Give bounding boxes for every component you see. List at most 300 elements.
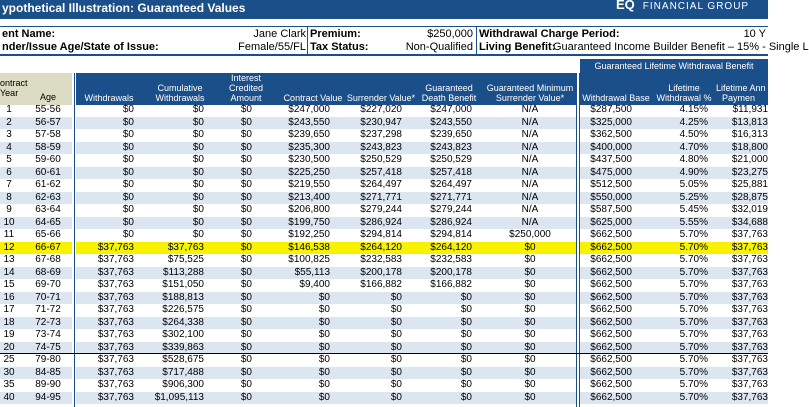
cell-sv: $0 xyxy=(390,379,402,390)
cell-int: $0 xyxy=(240,104,252,115)
cell-year: 11 xyxy=(3,229,15,240)
logo-short: EQ xyxy=(616,0,635,12)
cumulative-header-line2: Withdrawals xyxy=(155,93,205,103)
cell-age: 69-70 xyxy=(35,279,61,290)
cell-gmsv: N/A xyxy=(521,154,539,165)
cell-age: 79-80 xyxy=(35,354,61,365)
cell-cum: $0 xyxy=(192,229,204,240)
cell-int: $0 xyxy=(240,304,252,315)
cell-int: $0 xyxy=(240,129,252,140)
cell-wb: $287,500 xyxy=(590,104,632,115)
cell-sv: $0 xyxy=(390,354,402,365)
cell-cv: $0 xyxy=(318,366,330,378)
cell-gdb: $0 xyxy=(460,366,472,378)
cell-year: 12 xyxy=(3,241,15,253)
cell-age: 94-95 xyxy=(35,391,61,403)
cell-cv: $230,500 xyxy=(288,154,330,165)
cell-cum: $717,488 xyxy=(162,366,204,378)
cell-wd: $37,763 xyxy=(97,329,134,340)
cell-gmsv: N/A xyxy=(521,166,539,178)
cell-wb: $475,000 xyxy=(590,166,632,178)
info-row-2 xyxy=(0,40,809,56)
table-row xyxy=(0,217,768,230)
cell-sv: $250,529 xyxy=(360,154,402,165)
cumulative-header xyxy=(148,83,212,103)
cell-int: $0 xyxy=(240,154,252,165)
cell-lw: 5.70% xyxy=(679,254,708,265)
cell-cum: $264,338 xyxy=(162,316,204,328)
cell-la: $21,000 xyxy=(731,154,768,165)
cell-wd: $37,763 xyxy=(97,291,134,303)
cell-gmsv: N/A xyxy=(521,204,539,215)
cell-age: 73-74 xyxy=(35,329,61,340)
cell-wd: $37,763 xyxy=(97,391,134,403)
cell-gdb: $0 xyxy=(460,341,472,353)
min-surrender-header-line2: Surrender Value* xyxy=(495,93,565,103)
cell-sv: $271,771 xyxy=(360,191,402,203)
cell-gmsv: $0 xyxy=(524,279,536,290)
death-benefit-header-line2: Death Benefit xyxy=(421,93,477,103)
table-row xyxy=(0,367,768,380)
cell-wb: $662,500 xyxy=(590,366,632,378)
glwb-header xyxy=(580,73,768,105)
cell-la: $37,763 xyxy=(731,254,768,265)
cell-gmsv: $0 xyxy=(524,304,536,315)
table-row xyxy=(0,154,768,167)
column-separator xyxy=(579,73,580,407)
cell-wd: $0 xyxy=(122,204,134,215)
premium-value: $250,000 xyxy=(427,28,473,40)
cell-lw: 5.70% xyxy=(679,229,708,240)
lifetime-annual-header-line1: Lifetime Ann xyxy=(716,83,766,93)
lifetime-withdrawal-header-line1: Lifetime xyxy=(668,83,700,93)
cell-int: $0 xyxy=(240,216,252,228)
cell-gmsv: $250,000 xyxy=(509,229,551,240)
column-separator xyxy=(74,73,75,407)
cell-sv: $227,020 xyxy=(360,104,402,115)
year-header-line1: ontract xyxy=(0,78,28,88)
column-separator xyxy=(576,73,577,407)
cell-la: $32,019 xyxy=(731,204,768,215)
table-row xyxy=(0,167,768,180)
cell-cv: $213,400 xyxy=(288,191,330,203)
cell-cum: $0 xyxy=(192,166,204,178)
cell-sv: $232,583 xyxy=(360,254,402,265)
cell-cv: $219,550 xyxy=(288,179,330,190)
cell-lw: 4.90% xyxy=(679,166,708,178)
cell-age: 71-72 xyxy=(35,304,61,315)
cell-cum: $188,813 xyxy=(162,291,204,303)
cell-age: 58-59 xyxy=(35,141,61,153)
cell-la: $37,763 xyxy=(731,391,768,403)
cell-lw: 5.55% xyxy=(679,216,708,228)
cell-la: $37,763 xyxy=(731,304,768,315)
cell-lw: 5.70% xyxy=(679,291,708,303)
cell-cv: $0 xyxy=(318,341,330,353)
table-row xyxy=(0,179,768,192)
surrender-value-header: Surrender Value* xyxy=(346,93,416,103)
cell-wb: $662,500 xyxy=(590,341,632,353)
client-label: ent Name: xyxy=(2,28,56,40)
interest-header-line3: Amount xyxy=(230,93,262,103)
page-title: ypothetical Illustration: Guaranteed Values xyxy=(2,1,246,15)
cell-lw: 5.70% xyxy=(679,279,708,290)
cell-lw: 5.45% xyxy=(679,204,708,215)
cell-gdb: $247,000 xyxy=(430,104,472,115)
table-row xyxy=(0,117,768,130)
cell-cv: $235,300 xyxy=(288,141,330,153)
table-row xyxy=(0,242,768,255)
lifetime-annual-header xyxy=(716,83,776,103)
cell-wd: $37,763 xyxy=(97,354,134,365)
cell-age: 61-62 xyxy=(35,179,61,190)
cell-lw: 5.70% xyxy=(679,341,708,353)
cell-wb: $662,500 xyxy=(590,229,632,240)
cell-cv: $199,750 xyxy=(288,216,330,228)
cell-wd: $0 xyxy=(122,229,134,240)
row-separator xyxy=(0,353,768,354)
interest-header-line1: Interest xyxy=(230,73,261,83)
cell-gmsv: N/A xyxy=(521,216,539,228)
divider xyxy=(476,27,477,41)
cell-int: $0 xyxy=(240,141,252,153)
cell-age: 64-65 xyxy=(35,216,61,228)
cell-wb: $362,500 xyxy=(590,129,632,140)
cell-age: 74-75 xyxy=(35,341,61,353)
cell-int: $0 xyxy=(240,354,252,365)
cell-year: 19 xyxy=(3,329,15,340)
cell-lw: 4.25% xyxy=(679,116,708,128)
cell-gdb: $0 xyxy=(460,291,472,303)
cell-cum: $151,050 xyxy=(162,279,204,290)
cell-wb: $587,500 xyxy=(590,204,632,215)
year-header xyxy=(0,78,28,98)
cell-age: 65-66 xyxy=(35,229,61,240)
table-row xyxy=(0,279,768,292)
cell-gdb: $264,120 xyxy=(430,241,472,253)
cell-wb: $512,500 xyxy=(590,179,632,190)
cell-gmsv: N/A xyxy=(521,179,539,190)
cell-lw: 5.05% xyxy=(679,179,708,190)
cell-wd: $37,763 xyxy=(97,279,134,290)
cell-sv: $0 xyxy=(390,291,402,303)
cell-int: $0 xyxy=(240,204,252,215)
cell-cum: $528,675 xyxy=(162,354,204,365)
cell-cum: $226,575 xyxy=(162,304,204,315)
withdrawal-period-label: Withdrawal Charge Period: xyxy=(479,28,620,40)
cell-lw: 4.15% xyxy=(679,104,708,115)
cell-lw: 5.70% xyxy=(679,266,708,278)
cell-sv: $257,418 xyxy=(360,166,402,178)
cell-year: 3 xyxy=(6,129,12,140)
table-row xyxy=(0,104,768,117)
cell-cv: $0 xyxy=(318,379,330,390)
cell-year: 8 xyxy=(6,191,12,203)
cell-year: 9 xyxy=(6,204,12,215)
cell-age: 66-67 xyxy=(35,241,61,253)
cell-int: $0 xyxy=(240,179,252,190)
cell-wd: $37,763 xyxy=(97,316,134,328)
cell-age: 72-73 xyxy=(35,316,61,328)
cell-int: $0 xyxy=(240,266,252,278)
cell-year: 30 xyxy=(3,366,15,378)
cell-sv: $243,823 xyxy=(360,141,402,153)
cell-cum: $0 xyxy=(192,104,204,115)
cell-wb: $662,500 xyxy=(590,391,632,403)
cell-age: 55-56 xyxy=(35,104,61,115)
cell-sv: $0 xyxy=(390,316,402,328)
cell-cv: $239,650 xyxy=(288,129,330,140)
cell-wb: $662,500 xyxy=(590,304,632,315)
cell-la: $37,763 xyxy=(731,229,768,240)
withdrawal-base-header: Withdrawal Base xyxy=(582,93,650,103)
company-logo xyxy=(616,0,749,12)
cell-gmsv: $0 xyxy=(524,254,536,265)
table-row xyxy=(0,204,768,217)
cell-gmsv: $0 xyxy=(524,354,536,365)
cell-cum: $0 xyxy=(192,141,204,153)
cell-la: $37,763 xyxy=(731,379,768,390)
cell-gmsv: N/A xyxy=(521,104,539,115)
cell-gmsv: $0 xyxy=(524,316,536,328)
cell-year: 10 xyxy=(3,216,15,228)
cell-sv: $264,120 xyxy=(360,241,402,253)
cell-wb: $662,500 xyxy=(590,316,632,328)
cell-int: $0 xyxy=(240,241,252,253)
cell-la: $37,763 xyxy=(731,316,768,328)
cell-lw: 5.70% xyxy=(679,241,708,253)
cell-wb: $625,000 xyxy=(590,216,632,228)
cell-gdb: $286,924 xyxy=(430,216,472,228)
cell-wd: $0 xyxy=(122,154,134,165)
cell-la: $37,763 xyxy=(731,329,768,340)
interest-header xyxy=(218,73,274,103)
cell-cv: $0 xyxy=(318,304,330,315)
cell-gmsv: N/A xyxy=(521,141,539,153)
cell-gdb: $0 xyxy=(460,354,472,365)
glwb-group-header: Guaranteed Lifetime Withdrawal Benefit xyxy=(580,59,768,73)
cell-wb: $662,500 xyxy=(590,354,632,365)
cell-gmsv: N/A xyxy=(521,191,539,203)
cell-gmsv: $0 xyxy=(524,266,536,278)
cell-sv: $294,814 xyxy=(360,229,402,240)
cell-wd: $0 xyxy=(122,129,134,140)
cell-lw: 5.70% xyxy=(679,366,708,378)
lifetime-withdrawal-header xyxy=(654,83,714,103)
cell-lw: 5.70% xyxy=(679,379,708,390)
cell-wb: $550,000 xyxy=(590,191,632,203)
interest-header-line2: Credited xyxy=(228,83,264,93)
cell-lw: 5.70% xyxy=(679,391,708,403)
cell-year: 7 xyxy=(6,179,12,190)
cell-cum: $0 xyxy=(192,191,204,203)
cell-wd: $37,763 xyxy=(97,241,134,253)
min-surrender-header-line1: Guaranteed Minimum xyxy=(486,83,574,93)
year-age-header xyxy=(0,73,72,105)
benefit-label: Living Benefit: xyxy=(479,41,556,53)
withdrawal-period-value: 10 Y xyxy=(743,28,766,40)
cell-la: $37,763 xyxy=(731,266,768,278)
cell-gdb: $250,529 xyxy=(430,154,472,165)
cell-cum: $339,863 xyxy=(162,341,204,353)
cell-cum: $0 xyxy=(192,116,204,128)
cell-la: $37,763 xyxy=(731,341,768,353)
cell-int: $0 xyxy=(240,191,252,203)
cell-age: 84-85 xyxy=(35,366,61,378)
cell-year: 40 xyxy=(3,391,15,403)
cell-lw: 5.70% xyxy=(679,316,708,328)
cell-sv: $230,947 xyxy=(360,116,402,128)
cell-gdb: $0 xyxy=(460,304,472,315)
cell-gdb: $166,882 xyxy=(430,279,472,290)
cell-wd: $37,763 xyxy=(97,366,134,378)
cell-cum: $906,300 xyxy=(162,379,204,390)
cell-year: 15 xyxy=(3,279,15,290)
cell-int: $0 xyxy=(240,254,252,265)
cell-wd: $37,763 xyxy=(97,341,134,353)
cell-age: 60-61 xyxy=(35,166,61,178)
cell-year: 18 xyxy=(3,316,15,328)
cell-gmsv: $0 xyxy=(524,379,536,390)
cell-wd: $37,763 xyxy=(97,379,134,390)
cell-age: 56-57 xyxy=(35,116,61,128)
table-row xyxy=(0,317,768,330)
cell-int: $0 xyxy=(240,291,252,303)
table-row xyxy=(0,379,768,392)
cell-wd: $0 xyxy=(122,216,134,228)
cell-int: $0 xyxy=(240,116,252,128)
cell-cum: $113,288 xyxy=(163,266,204,278)
cell-int: $0 xyxy=(240,341,252,353)
cell-cv: $9,400 xyxy=(299,279,330,290)
cell-wd: $0 xyxy=(122,141,134,153)
age-header: Age xyxy=(39,92,56,102)
cell-cv: $247,000 xyxy=(288,104,330,115)
table-row xyxy=(0,129,768,142)
cell-gdb: $294,814 xyxy=(430,229,472,240)
cell-sv: $200,178 xyxy=(360,266,402,278)
cell-lw: 4.50% xyxy=(679,129,708,140)
withdrawals-header: Withdrawals xyxy=(84,93,134,103)
cell-wd: $0 xyxy=(122,179,134,190)
cell-cv: $0 xyxy=(318,354,330,365)
cell-wb: $437,500 xyxy=(590,154,632,165)
cell-cv: $206,800 xyxy=(288,204,330,215)
cell-cv: $243,550 xyxy=(288,116,330,128)
cell-wd: $0 xyxy=(122,191,134,203)
cell-gmsv: $0 xyxy=(524,329,536,340)
cell-gdb: $243,823 xyxy=(430,141,472,153)
cell-sv: $279,244 xyxy=(360,204,402,215)
cell-wb: $662,500 xyxy=(590,291,632,303)
gender-value: Female/55/FL xyxy=(238,41,306,53)
cell-lw: 4.70% xyxy=(679,141,708,153)
cell-gdb: $257,418 xyxy=(430,166,472,178)
cell-la: $23,275 xyxy=(731,166,768,178)
cell-wb: $325,000 xyxy=(590,116,632,128)
cell-int: $0 xyxy=(240,391,252,403)
cell-gdb: $232,583 xyxy=(430,254,472,265)
cell-cum: $0 xyxy=(192,154,204,165)
cell-int: $0 xyxy=(240,166,252,178)
cell-cv: $146,538 xyxy=(288,241,330,253)
cell-gdb: $0 xyxy=(460,316,472,328)
client-value: Jane Clark xyxy=(253,28,306,40)
cell-la: $11,931 xyxy=(732,104,768,115)
cell-cv: $225,250 xyxy=(288,166,330,178)
cell-cv: $0 xyxy=(318,329,330,340)
cell-la: $34,688 xyxy=(731,216,768,228)
cell-cum: $75,525 xyxy=(167,254,204,265)
cell-la: $37,763 xyxy=(731,354,768,365)
cell-year: 6 xyxy=(6,166,12,178)
cumulative-header-line1: Cumulative xyxy=(157,83,203,93)
cell-la: $37,763 xyxy=(731,291,768,303)
cell-year: 16 xyxy=(3,291,15,303)
death-benefit-header-line1: Guaranteed xyxy=(425,83,473,93)
logo-text: FINANCIAL GROUP xyxy=(642,1,750,12)
benefit-value: Guaranteed Income Builder Benefit – 15% - Single L xyxy=(553,41,809,53)
cell-int: $0 xyxy=(240,316,252,328)
cell-la: $28,875 xyxy=(731,191,768,203)
cell-cv: $100,825 xyxy=(288,254,330,265)
cell-year: 25 xyxy=(3,354,15,365)
cell-wd: $0 xyxy=(122,116,134,128)
tax-value: Non-Qualified xyxy=(405,41,473,53)
cell-sv: $0 xyxy=(390,304,402,315)
cell-year: 4 xyxy=(6,141,12,153)
table-row xyxy=(0,267,768,280)
cell-sv: $166,882 xyxy=(360,279,402,290)
cell-gdb: $200,178 xyxy=(430,266,472,278)
cell-gdb: $0 xyxy=(460,391,472,403)
cell-cv: $0 xyxy=(318,391,330,403)
cell-wb: $400,000 xyxy=(590,141,632,153)
cell-gdb: $243,550 xyxy=(430,116,472,128)
info-row-1 xyxy=(0,26,768,41)
cell-age: 63-64 xyxy=(35,204,61,215)
cell-cum: $0 xyxy=(192,204,204,215)
death-benefit-header xyxy=(418,83,480,103)
divider xyxy=(476,40,477,54)
cell-cv: $0 xyxy=(318,291,330,303)
lifetime-withdrawal-header-line2: Withdrawal % xyxy=(656,93,712,103)
cell-sv: $237,298 xyxy=(360,129,402,140)
cell-lw: 4.80% xyxy=(679,154,708,165)
cell-sv: $0 xyxy=(390,341,402,353)
cell-year: 35 xyxy=(3,379,15,390)
table-row xyxy=(0,142,768,155)
cell-la: $18,800 xyxy=(731,141,768,153)
table-row xyxy=(0,229,768,242)
cell-wb: $662,500 xyxy=(590,254,632,265)
header-banner xyxy=(0,0,768,19)
cell-gmsv: $0 xyxy=(524,366,536,378)
gender-label: nder/Issue Age/State of Issue: xyxy=(2,41,159,53)
cell-la: $37,763 xyxy=(731,241,768,253)
cell-cum: $0 xyxy=(192,216,204,228)
divider xyxy=(307,27,308,41)
cell-gdb: $0 xyxy=(460,379,472,390)
cell-gdb: $239,650 xyxy=(430,129,472,140)
cell-wb: $662,500 xyxy=(590,279,632,290)
cell-age: 62-63 xyxy=(35,191,61,203)
cell-la: $37,763 xyxy=(731,279,768,290)
table-row xyxy=(0,392,768,405)
cell-age: 70-71 xyxy=(35,291,61,303)
cell-gdb: $264,497 xyxy=(430,179,472,190)
cell-gmsv: $0 xyxy=(524,291,536,303)
